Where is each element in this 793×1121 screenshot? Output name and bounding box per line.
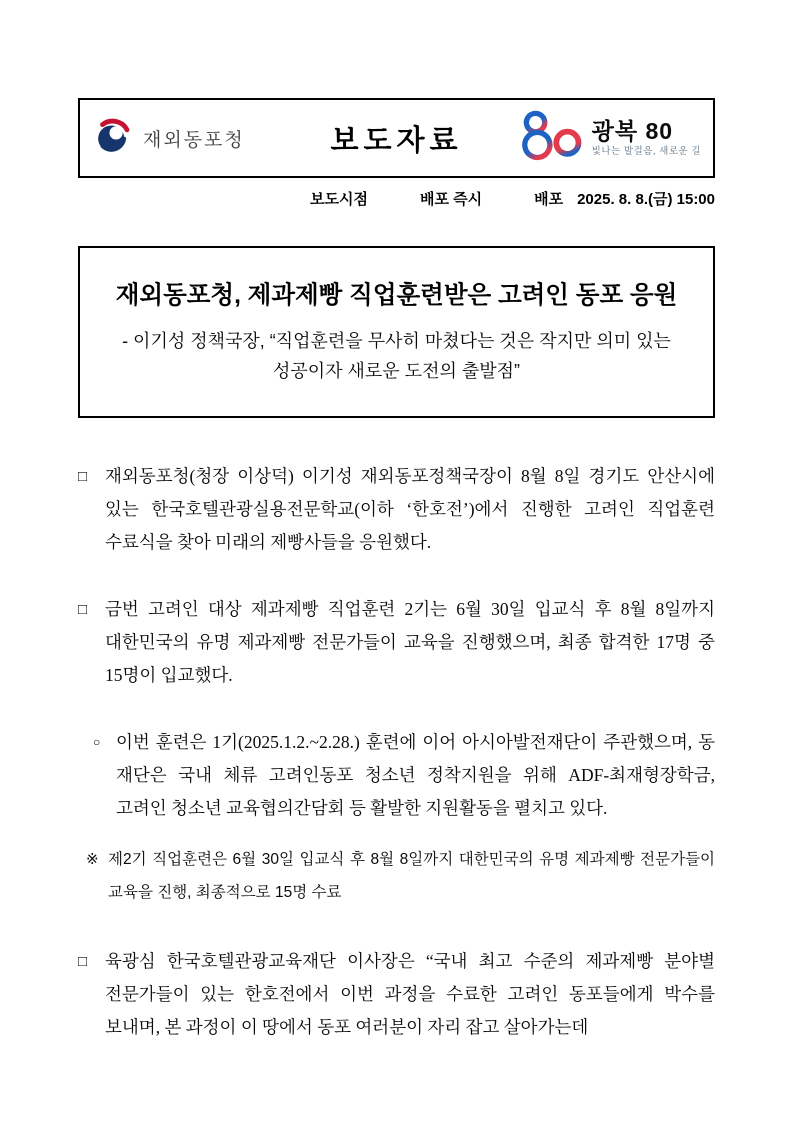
paragraph-2-text: 금번 고려인 대상 제과제빵 직업훈련 2기는 6월 30일 입교식 후 8월 8일까지 대한민국의 유명 제과제빵 전문가들이 교육을 진행했으며, 최종 합격한 17명 중 15명이 입교했다.: [105, 599, 715, 685]
gwangbok-80-emblem-icon: [516, 107, 584, 170]
release-timing-value: 배포 즉시: [419, 191, 483, 208]
paragraph-3-marker: ○: [93, 735, 101, 749]
release-meta-row: [78, 188, 715, 209]
paragraph-4: [78, 945, 715, 1044]
paragraph-1-text: 재외동포청(청장 이상덕) 이기성 재외동포정책국장이 8월 8일 경기도 안산시에 있는 한국호텔관광실용전문학교(이하 ‘한호전’)에서 진행한 고려인 직업훈련 수료식을 찾아 미래의 제빵사들을 응원했다.: [105, 466, 715, 552]
paragraph-3: [78, 726, 715, 825]
paragraph-3-text: 이번 훈련은 1기(2025.1.2.~2.28.) 훈련에 이어 아시아발전재단이 주관했으며, 동 재단은 국내 체류 고려인동포 청소년 정착지원을 위해 ADF-최재형장학금, 고려인 청소년 교육협의간담회 등 활발한 지원활동을 펼치고 있다.: [116, 732, 715, 818]
release-timing-label: 보도시점: [310, 191, 368, 208]
paragraph-4-marker: □: [78, 953, 88, 970]
agency-logo: [92, 115, 310, 162]
gwangbok-80-title: 광복 80: [591, 117, 674, 144]
body-section: [78, 460, 715, 1044]
header-box: [78, 98, 715, 178]
paragraph-2-marker: □: [78, 601, 88, 618]
distribution-datetime: 2025. 8. 8.(금) 15:00: [577, 191, 715, 208]
footnote-marker: ※: [86, 851, 99, 868]
footnote: [78, 843, 715, 909]
headline-subtitle: [86, 326, 707, 386]
government-emblem-icon: [92, 115, 134, 162]
paragraph-2: [78, 593, 715, 692]
footnote-text: 제2기 직업훈련은 6월 30일 입교식 후 8월 8일까지 대한민국의 유명 제과제빵 전문가들이 교육을 진행, 최종적으로 15명 수료: [108, 851, 715, 901]
gwangbok-80-slogan: 빛나는 발걸음, 새로운 길: [591, 146, 701, 158]
headline-title: 재외동포청, 제과제빵 직업훈련받은 고려인 동포 응원: [115, 282, 678, 309]
distribution-label: 배포: [534, 191, 564, 208]
agency-name: 재외동포청: [143, 129, 245, 151]
gwangbok-80-logo: [483, 107, 701, 170]
paragraph-4-text: 육광심 한국호텔관광교육재단 이사장은 “국내 최고 수준의 제과제빵 분야별 전문가들이 있는 한호전에서 이번 과정을 수료한 고려인 동포들에게 박수를 보내며, 본 과정이 이 땅에서 동포 여러분이 자리 잡고 살아가는데: [105, 951, 715, 1037]
headline-box: [78, 246, 715, 418]
paragraph-1: [78, 460, 715, 559]
headline-subtitle-line2: 성공이자 새로운 도전의 출발점”: [272, 361, 521, 381]
paragraph-1-marker: □: [78, 468, 88, 485]
headline-subtitle-line1: - 이기성 정책국장, “직업훈련을 무사히 마쳤다는 것은 작지만 의미 있는: [122, 331, 671, 351]
document-type-title: 보도자료: [330, 124, 463, 157]
